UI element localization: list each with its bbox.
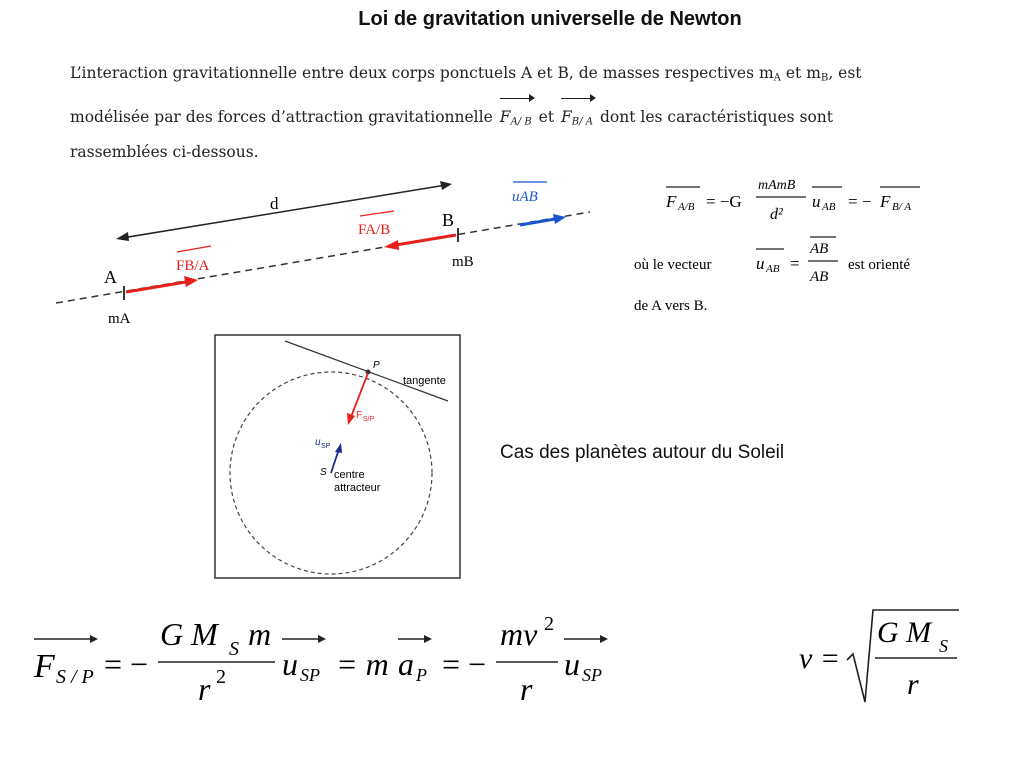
- unit-vector-uab: [520, 219, 555, 225]
- formula-line2-eq: =: [790, 254, 800, 273]
- intro-line-3: rassemblées ci-dessous.: [70, 143, 259, 162]
- intro-line-1: [70, 58, 970, 94]
- formula-num: mAmB: [758, 178, 796, 193]
- bottom-eq3: = −: [442, 646, 487, 682]
- formula-rhs: F: [880, 192, 891, 211]
- distance-arrow: [122, 185, 446, 238]
- label-d: d: [270, 194, 279, 213]
- label-s: S: [320, 467, 327, 478]
- bottom-a: a: [398, 646, 414, 682]
- formula-den: d²: [770, 206, 783, 223]
- vector-f-ba: [561, 94, 593, 138]
- distance-arrow-head-left: [116, 232, 129, 241]
- formula-line2-u-sub: AB: [766, 263, 780, 275]
- label-p: P: [373, 360, 380, 371]
- formula-v-num-sub: S: [939, 636, 948, 656]
- bottom-eq2: = m: [336, 646, 389, 682]
- label-mb: mB: [452, 254, 474, 270]
- formula-rhs-sub: B/ A: [892, 201, 912, 213]
- bottom-f-sub: S / P: [56, 666, 94, 688]
- page-title: Loi de gravitation universelle de Newton: [358, 8, 742, 30]
- mass-b-subscript: B: [820, 72, 829, 84]
- bottom-eq1: = −: [104, 646, 149, 682]
- orbit-caption: Cas des planètes autour du Soleil: [500, 442, 785, 463]
- bottom-u1-sub: SP: [300, 665, 320, 685]
- intro-line-2: [70, 94, 970, 138]
- orbit-diagram: [213, 333, 463, 583]
- bottom-num2-sup: 2: [544, 613, 554, 635]
- force-b-on-a-head: [184, 276, 198, 287]
- bottom-num1-sub: S: [229, 638, 239, 660]
- force-a-on-b-arrow: [396, 235, 456, 245]
- label-a: A: [104, 267, 117, 287]
- formula-line2-a: où le vecteur: [634, 257, 712, 273]
- bottom-a-sub: P: [416, 665, 427, 685]
- intro-text-3: , est: [828, 64, 862, 82]
- force-a-on-b-head: [384, 240, 399, 250]
- label-ma: mA: [108, 311, 131, 327]
- bottom-u2: u: [564, 646, 580, 682]
- formula-line2-u: u: [756, 254, 765, 273]
- bottom-f-vector: [33, 635, 98, 688]
- intro-text-5: dont les caractéristiques sont: [599, 107, 834, 126]
- distance-arrow-head-right: [440, 181, 452, 190]
- formula-u: u: [812, 192, 821, 211]
- bottom-u2-sub: SP: [582, 665, 602, 685]
- label-f-ab-overarrow: [360, 211, 394, 216]
- vector-f-ab: [500, 94, 532, 138]
- vector-f-ba-sub: B/ A: [571, 116, 594, 128]
- ab-force-diagram: [50, 168, 610, 333]
- label-uab: uAB: [512, 189, 538, 205]
- vector-f-ab-letter: F: [499, 107, 511, 126]
- formula-line2-b: est orienté: [848, 257, 911, 273]
- label-u-sp-sub: SP: [321, 443, 331, 450]
- vector-f-ab-sub: A/ B: [510, 116, 532, 128]
- bottom-num1: G M: [160, 616, 218, 652]
- label-u-sp: u: [315, 437, 321, 448]
- formula-line3: de A vers B.: [634, 298, 708, 314]
- vector-f-ba-letter: F: [561, 107, 572, 126]
- intro-text-4: modélisée par des forces d’attraction gravitationnelle: [70, 107, 493, 126]
- bottom-den1-sup: 2: [216, 666, 226, 688]
- formula-right: [630, 165, 960, 325]
- label-f-sp: F: [356, 410, 363, 421]
- intro-et: et: [538, 107, 555, 126]
- formula-v: [795, 602, 970, 712]
- label-f-ba: FB/A: [176, 258, 210, 274]
- intro-text-2: et m: [780, 64, 821, 82]
- formula-eq2: = −: [848, 192, 872, 211]
- bottom-u1-overarrow-head: [318, 635, 326, 643]
- unit-vector-uab-head: [553, 214, 566, 224]
- bottom-u1: u: [282, 646, 298, 682]
- bottom-f-overarrow-head: [90, 635, 98, 643]
- formula-v-den: r: [907, 668, 919, 701]
- bottom-den2: r: [520, 671, 533, 707]
- bottom-num2: mv: [500, 616, 538, 652]
- label-f-ba-overarrow: [177, 246, 211, 252]
- bottom-num1-m: m: [248, 616, 272, 652]
- label-b: B: [442, 210, 455, 230]
- label-tangent: tangente: [403, 375, 446, 387]
- label-centre: centre: [334, 469, 365, 481]
- formula-frac-den: AB: [810, 269, 829, 285]
- formula-v-lhs: v =: [799, 642, 841, 675]
- orbit-frame: [215, 335, 460, 578]
- mass-a-subscript: A: [773, 72, 781, 84]
- label-attracteur: attracteur: [334, 482, 381, 494]
- formula-bottom: [30, 605, 630, 715]
- formula-frac-num: AB: [810, 241, 829, 257]
- bottom-a-overarrow-head: [424, 635, 432, 643]
- intro-paragraph: [70, 58, 970, 168]
- formula-eq-g: = −G: [706, 192, 742, 211]
- bottom-f: F: [34, 648, 55, 685]
- formula-u-sub: AB: [822, 201, 836, 213]
- bottom-den1: r: [198, 671, 211, 707]
- label-f-ab: FA/B: [358, 222, 391, 238]
- bottom-u2-overarrow-head: [600, 635, 608, 643]
- formula-v-num: G M: [877, 616, 932, 649]
- force-b-on-a-arrow: [126, 282, 186, 292]
- formula-lhs-sub: A/B: [678, 201, 695, 213]
- intro-text-1: L’interaction gravitationnelle entre deux corps ponctuels A et B, de masses respectives m: [70, 64, 774, 82]
- formula-lhs: F: [666, 192, 677, 211]
- label-f-sp-sub: S/P: [363, 416, 375, 423]
